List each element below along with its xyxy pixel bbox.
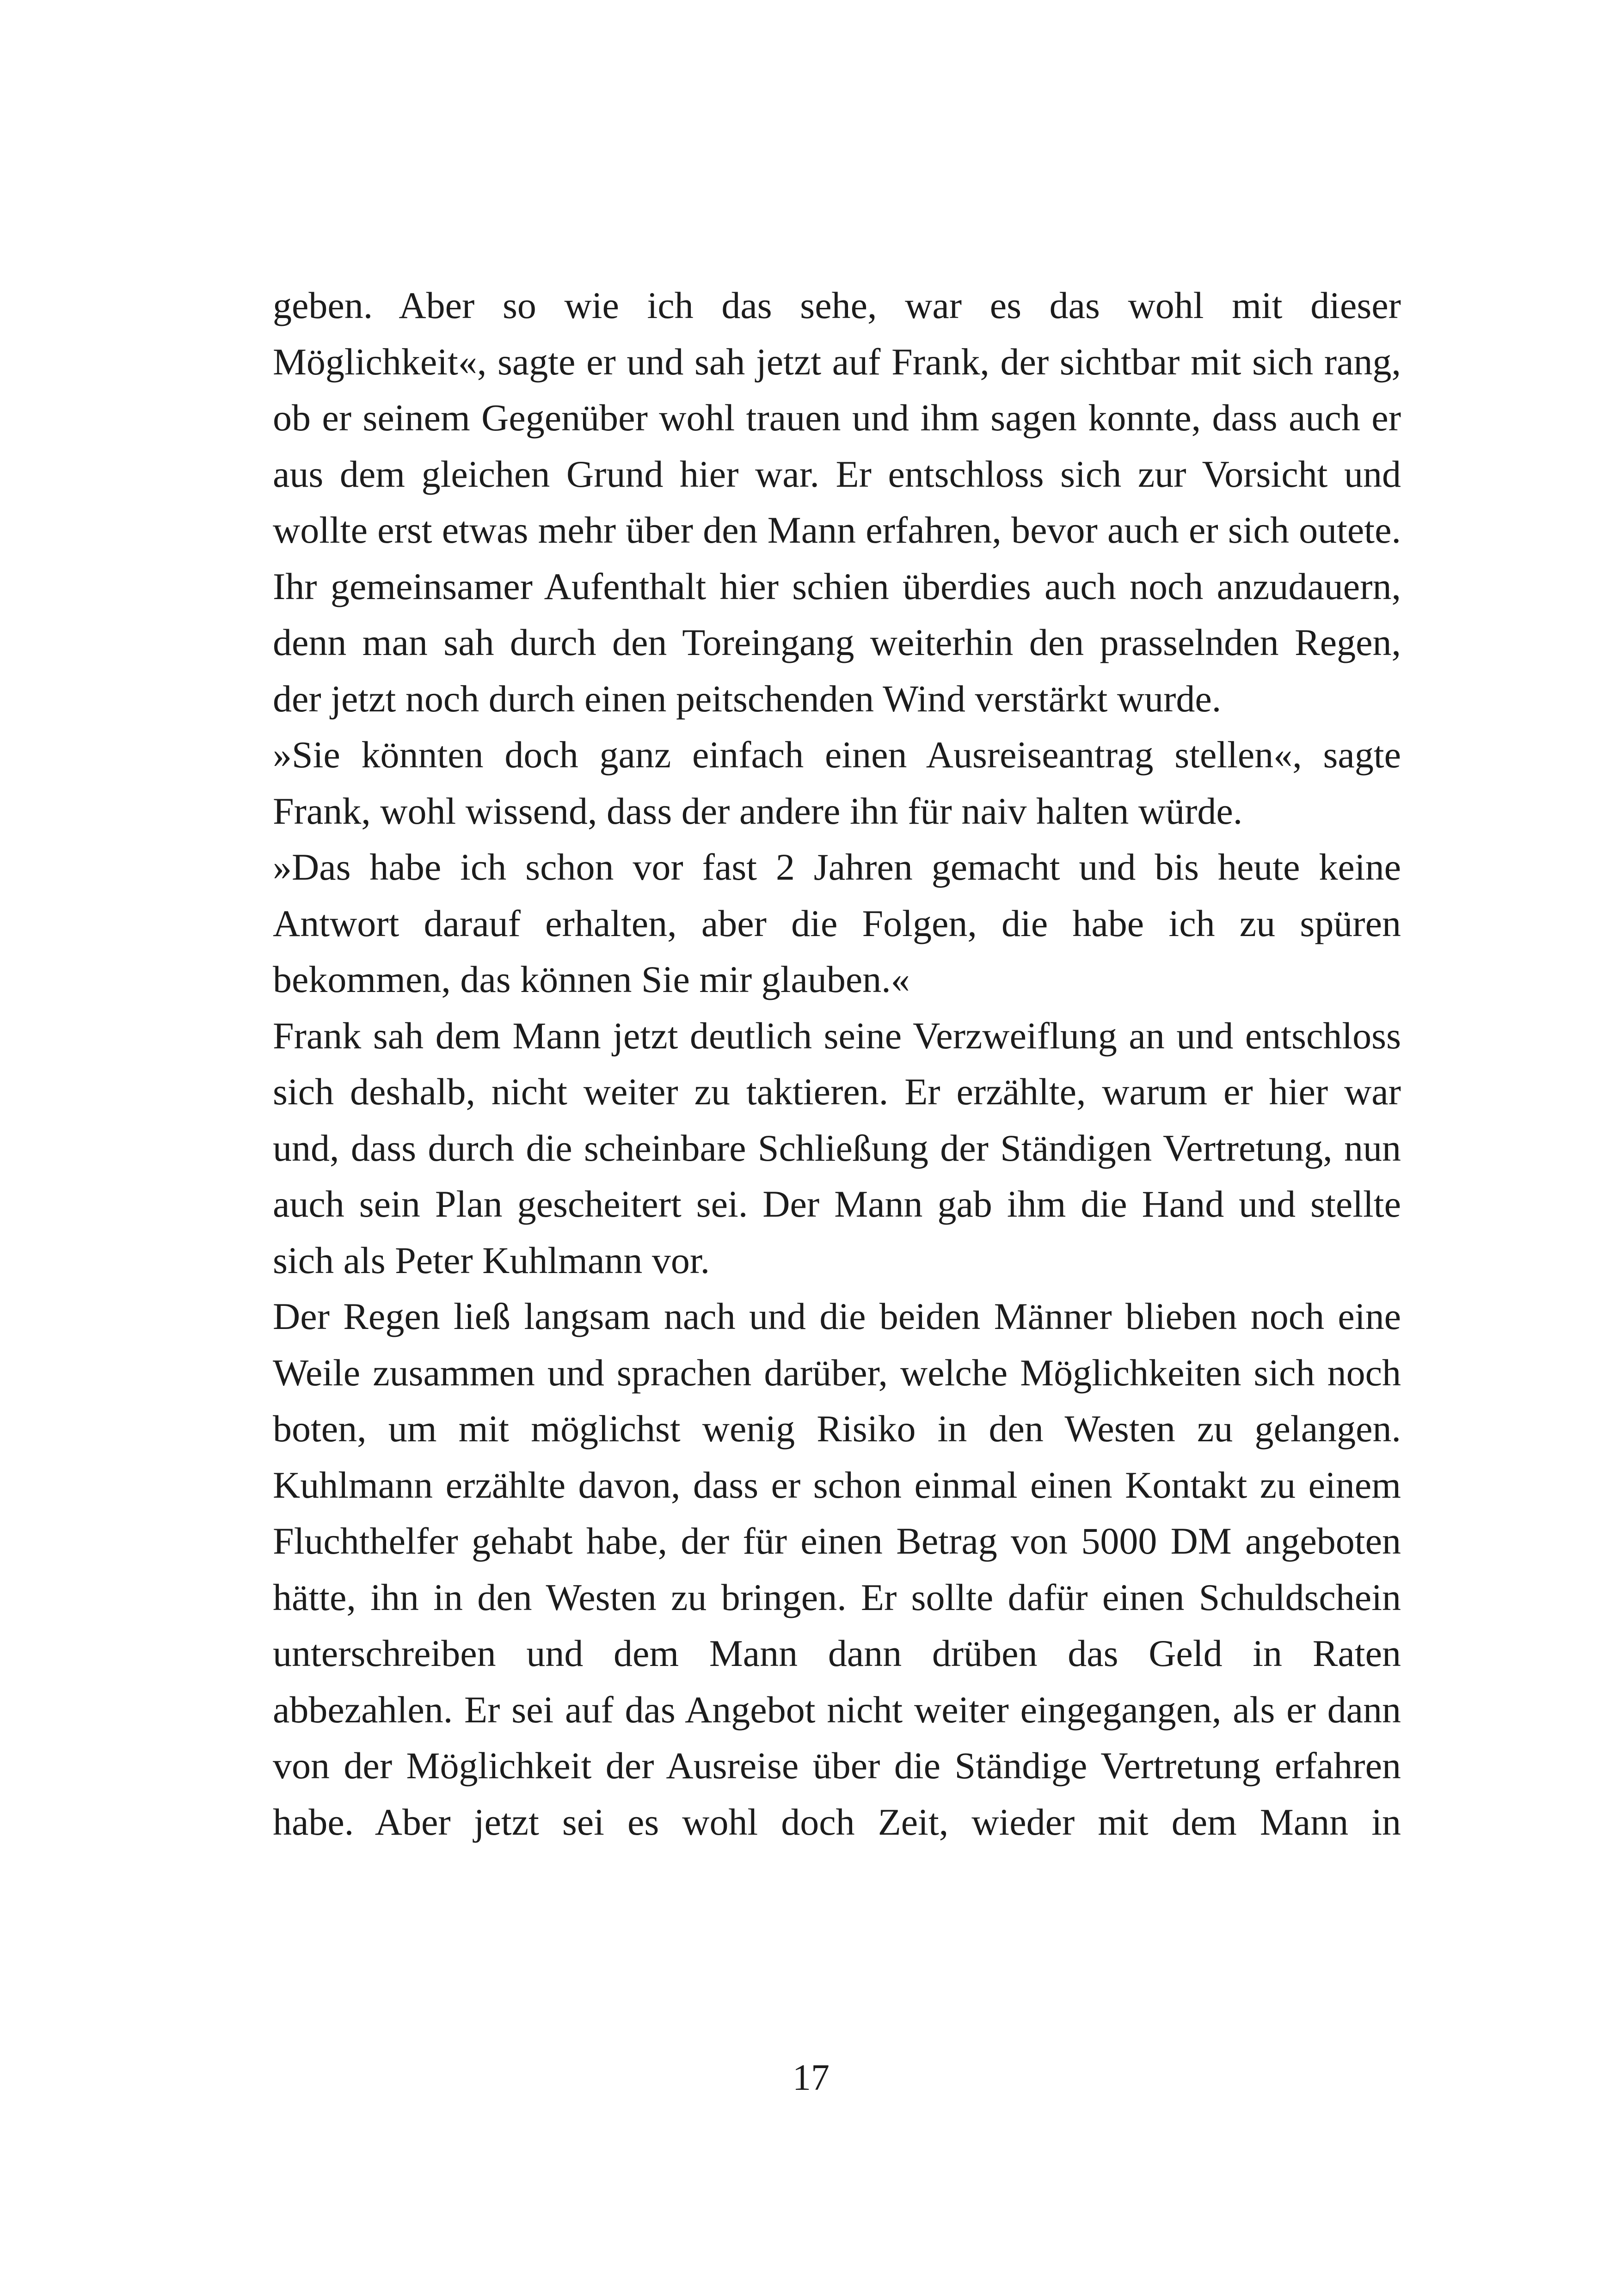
paragraph-2: »Sie könnten doch ganz einfach einen Ausreiseantrag stellen«, sagte Frank, wohl wissend, dass der andere ihn für naiv halten würde. <box>273 734 1401 832</box>
page-number: 17 <box>793 2057 829 2098</box>
paragraph-5: Der Regen ließ langsam nach und die beiden Männer blieben noch eine Weile zusammen und sprachen darüber, welche Möglichkeiten sich noch boten, um mit möglichst wenig Risiko in den Westen zu gelangen. Kuhlmann erzählte davon, dass er schon einmal einen Kontakt zu einem Fluchthelfer gehabt habe, der für einen Betrag von 5000 DM angeboten hätte, ihn in den Westen zu bringen. Er sollte dafür einen Schuldschein unterschreiben und dem Mann dann drüben das Geld in Raten abbezahlen. Er sei auf das Angebot nicht weiter eingegangen, als er dann von der Möglichkeit der Ausreise über die Ständige Vertretung erfahren habe. Aber jetzt sei es wohl doch Zeit, wieder mit dem Mann in <box>273 1295 1401 1843</box>
paragraph-1: geben. Aber so wie ich das sehe, war es das wohl mit dieser Möglichkeit«, sagte er und sah jetzt auf Frank, der sichtbar mit sich rang, ob er seinem Gegenüber wohl trauen und ihm sagen konnte, dass auch er aus dem gleichen Grund hier war. Er entschloss sich zur Vorsicht und wollte erst etwas mehr über den Mann erfahren, bevor auch er sich outete. Ihr gemeinsamer Aufenthalt hier schien überdies auch noch anzudauern, denn man sah durch den Toreingang weiterhin den prasselnden Regen, der jetzt noch durch einen peitschenden Wind verstärkt wurde. <box>273 284 1401 720</box>
body-text <box>273 277 1401 1850</box>
paragraph-3: »Das habe ich schon vor fast 2 Jahren gemacht und bis heute keine Antwort darauf erhalten, aber die Folgen, die habe ich zu spüren bekommen, das können Sie mir glauben.« <box>273 846 1401 1000</box>
paragraph-4: Frank sah dem Mann jetzt deutlich seine Verzweiflung an und entschloss sich deshalb, nicht weiter zu taktieren. Er erzählte, warum er hier war und, dass durch die scheinbare Schließung der Ständigen Vertretung, nun auch sein Plan gescheitert sei. Der Mann gab ihm die Hand und stellte sich als Peter Kuhlmann vor. <box>273 1014 1401 1281</box>
